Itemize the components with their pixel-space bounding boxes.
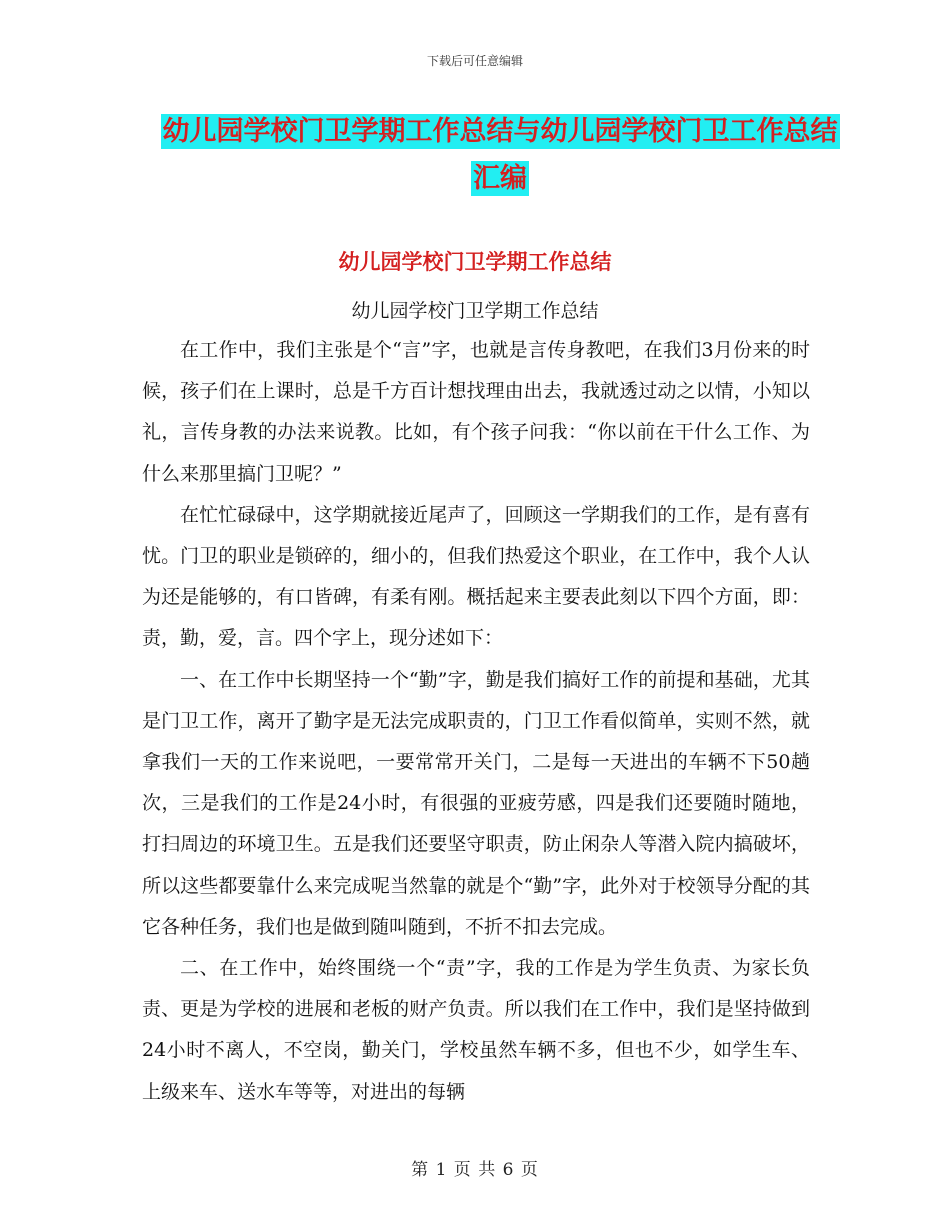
paragraph-1: 在工作中，我们主张是个“言”字，也就是言传身教吧，在我们3月份来的时候，孩子们在上课时，总是千方百计想找理由出去，我就透过动之以情，小知以礼，言传身教的办法来说教。比如，有个孩子问我：“你以前在干什么工作、为什么来那里搞门卫呢？” [142,339,810,485]
main-title-highlight: 幼儿园学校门卫学期工作总结与幼儿园学校门卫工作总结汇编 [162,116,838,194]
document-subtitle: 幼儿园学校门卫学期工作总结 [351,300,599,322]
page-number: 第 1 页 共 6 页 [411,1160,539,1180]
document-body [142,330,810,1113]
header-note: 下载后可任意编辑 [426,54,523,68]
paragraph-3: 一、在工作中长期坚持一个“勤”字，勤是我们搞好工作的前提和基础，尤其是门卫工作，离开了勤字是无法完成职责的，门卫工作看似简单，实则不然，就拿我们一天的工作来说吧，一要常常开关门，二是每一天进出的车辆不下50趟次，三是我们的工作是24小时，有很强的亚疲劳感，四是我们还要随时随地，打扫周边的环境卫生。五是我们还要坚守职责，防止闲杂人等潜入院内搞破坏，所以这些都要靠什么来完成呢当然靠的就是个“勤”字，此外对于校领导分配的其它各种任务，我们也是做到随叫随到，不折不扣去完成。 [142,668,810,938]
paragraph-4: 二、在工作中，始终围绕一个“责”字，我的工作是为学生负责、为家长负责、更是为学校的进展和老板的财产负责。所以我们在工作中，我们是坚持做到24小时不离人，不空岗，勤关门，学校虽然车辆不多，但也不少，如学生车、上级来车、送水车等等，对进出的每辆 [142,957,810,1103]
document-main-title [150,108,850,202]
paragraph-2: 在忙忙碌碌中，这学期就接近尾声了，回顾这一学期我们的工作，是有喜有忧。门卫的职业是锁碎的，细小的，但我们热爱这个职业，在工作中，我个人认为还是能够的，有口皆碑，有柔有刚。概括起来主要表此刻以下四个方面，即：责，勤，爱，言。四个字上，现分述如下： [142,503,810,650]
section-title: 幼儿园学校门卫学期工作总结 [338,250,612,274]
